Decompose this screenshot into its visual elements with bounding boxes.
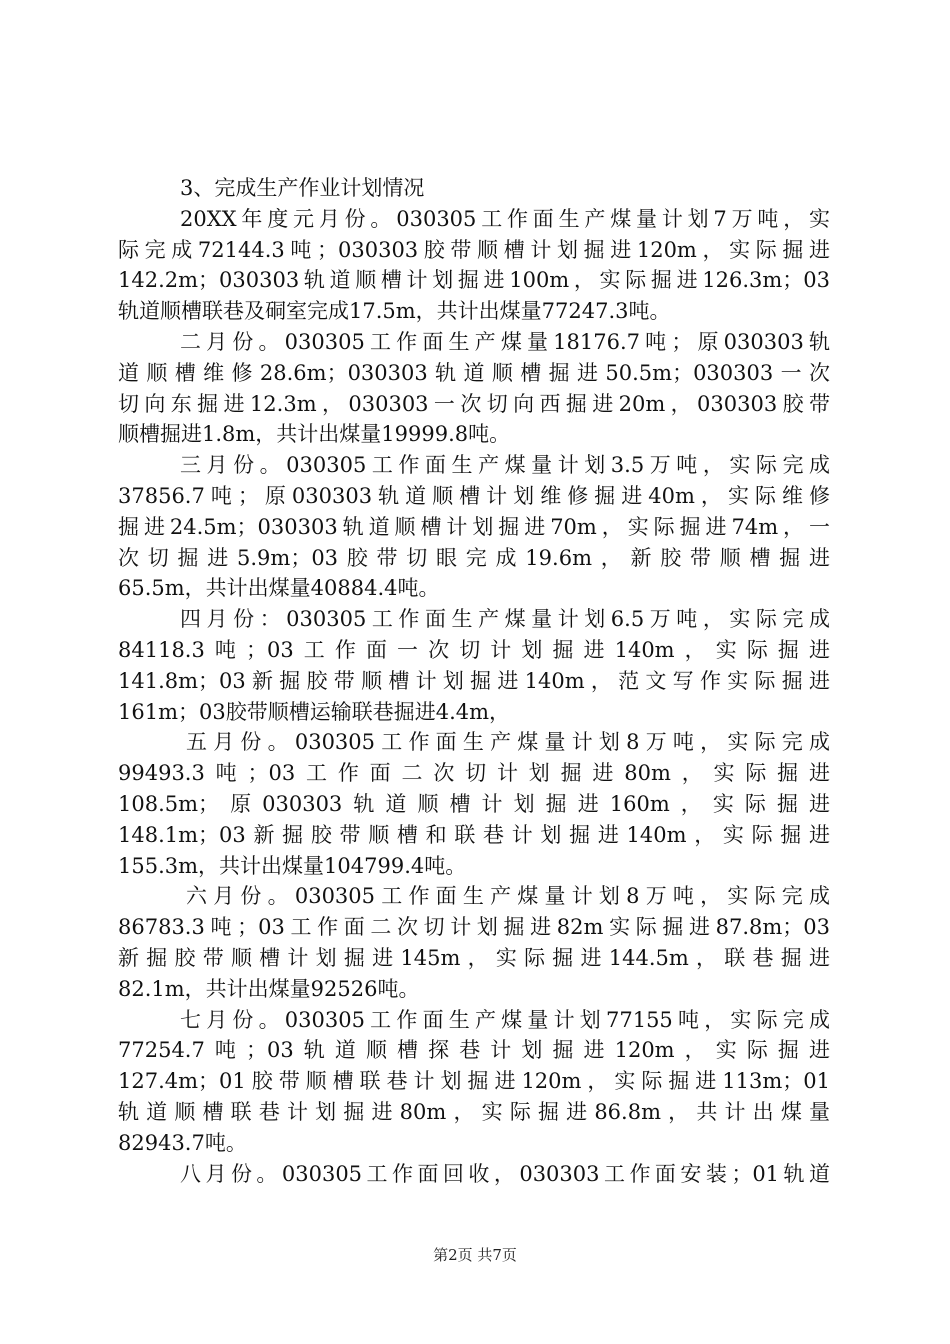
text-line: 127.4m；01胶带顺槽联巷计划掘进120m，实际掘进113m；01	[118, 1069, 830, 1094]
text-line: 三月份。030305工作面生产煤量计划3.5万吨，实际完成	[180, 453, 830, 478]
page-footer: 第2页 共7页	[433, 1246, 517, 1264]
text-line: 顺槽掘进1.8m，共计出煤量19999.8吨。	[118, 422, 511, 447]
text-line: 五月份。030305工作面生产煤量计划8万吨，实际完成	[186, 730, 830, 755]
text-line: 77254.7吨；03轨道顺槽探巷计划掘进120m，实际掘进	[118, 1038, 830, 1063]
text-line: 99493.3吨；03工作面二次切计划掘进80m，实际掘进	[118, 761, 830, 786]
text-line: 141.8m；03新掘胶带顺槽计划掘进140m，范文写作实际掘进	[118, 668, 830, 693]
text-line: 82943.7吨。	[118, 1130, 247, 1155]
text-line: 际完成72144.3吨；030303胶带顺槽计划掘进120m，实际掘进	[118, 237, 830, 262]
text-line: 37856.7吨；原030303轨道顺槽计划维修掘进40m，实际维修	[118, 483, 830, 508]
document-body	[118, 173, 830, 1189]
text-line: 142.2m；030303轨道顺槽计划掘进100m，实际掘进126.3m；03	[118, 268, 830, 293]
text-line: 20XX年度元月份。030305工作面生产煤量计划7万吨，实	[180, 206, 830, 231]
text-line: 148.1m；03新掘胶带顺槽和联巷计划掘进140m，实际掘进	[118, 822, 830, 847]
text-line: 108.5m；原030303轨道顺槽计划掘进160m，实际掘进	[118, 791, 830, 816]
text-line: 掘进24.5m；030303轨道顺槽计划掘进70m，实际掘进74m，一	[118, 514, 830, 539]
text-line: 轨道顺槽联巷及硐室完成17.5m，共计出煤量77247.3吨。	[118, 299, 671, 324]
text-line: 82.1m，共计出煤量92526吨。	[118, 976, 420, 1001]
text-line: 161m；03胶带顺槽运输联巷掘进4.4m，	[118, 699, 511, 724]
text-line: 六月份。030305工作面生产煤量计划8万吨，实际完成	[186, 884, 830, 909]
text-line: 86783.3吨；03工作面二次切计划掘进82m实际掘进87.8m；03	[118, 915, 830, 940]
text-line: 四月份：030305工作面生产煤量计划6.5万吨，实际完成	[180, 607, 830, 632]
text-line: 八月份。030305工作面回收，030303工作面安装；01轨道	[180, 1161, 830, 1186]
text-line: 65.5m，共计出煤量40884.4吨。	[118, 576, 440, 601]
text-line: 84118.3吨；03工作面一次切计划掘进140m，实际掘进	[118, 637, 830, 662]
text-line: 3、完成生产作业计划情况	[180, 176, 425, 200]
text-line: 二月份。030305工作面生产煤量18176.7吨；原030303轨	[180, 329, 830, 354]
text-line: 轨道顺槽联巷计划掘进80m，实际掘进86.8m，共计出煤量	[118, 1099, 830, 1124]
text-line: 次切掘进5.9m；03胶带切眼完成19.6m，新胶带顺槽掘进	[118, 545, 830, 570]
text-line: 切向东掘进12.3m，030303一次切向西掘进20m，030303胶带	[118, 391, 830, 416]
text-line: 155.3m，共计出煤量104799.4吨。	[118, 853, 467, 878]
text-line: 新掘胶带顺槽计划掘进145m，实际掘进144.5m，联巷掘进	[118, 945, 830, 970]
text-line: 道顺槽维修28.6m；030303轨道顺槽掘进50.5m；030303一次	[118, 360, 830, 385]
text-line: 七月份。030305工作面生产煤量计划77155吨，实际完成	[180, 1007, 830, 1032]
